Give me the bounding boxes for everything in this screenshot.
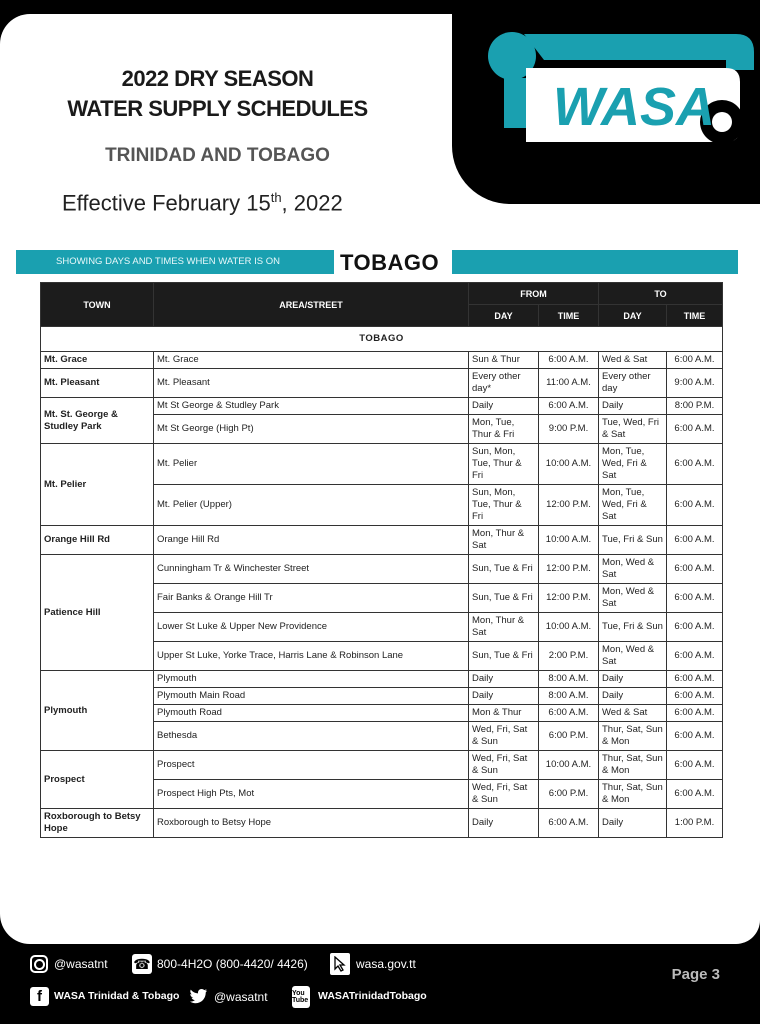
to-day-cell: Wed & Sat [599,352,667,369]
to-day-cell: Tue, Fri & Sun [599,526,667,555]
to-time-cell: 6:00 A.M. [667,352,723,369]
to-day-cell: Daily [599,688,667,705]
to-day-cell: Mon, Tue, Wed, Fri & Sat [599,485,667,526]
from-day-cell: Sun, Mon, Tue, Thur & Fri [469,444,539,485]
table-row [41,671,723,688]
to-day-cell: Tue, Wed, Fri & Sat [599,415,667,444]
to-time-cell: 6:00 A.M. [667,485,723,526]
area-cell: Upper St Luke, Yorke Trace, Harris Lane & Robinson Lane [154,642,469,671]
twitter-handle[interactable]: @wasatnt [214,990,268,1004]
to-day-cell: Mon, Wed & Sat [599,555,667,584]
to-time-cell: 6:00 A.M. [667,415,723,444]
town-cell: Roxborough to Betsy Hope [41,809,154,838]
area-cell: Plymouth Road [154,705,469,722]
twitter-icon[interactable] [190,988,208,1004]
table-row [41,444,723,485]
from-day-cell: Sun, Tue & Fri [469,642,539,671]
website-link[interactable]: wasa.gov.tt [356,957,416,971]
area-cell: Roxborough to Betsy Hope [154,809,469,838]
from-time-cell: 12:00 P.M. [539,555,599,584]
town-cell: Prospect [41,751,154,809]
table-row [41,809,723,838]
band-note: SHOWING DAYS AND TIMES WHEN WATER IS ON [16,250,334,274]
region-heading: TOBAGO [41,327,723,352]
to-time-cell: 6:00 A.M. [667,671,723,688]
phone-number[interactable]: 800-4H2O (800-4420/ 4426) [157,957,308,971]
band-accent [452,250,738,274]
area-cell: Mt St George & Studley Park [154,398,469,415]
area-cell: Prospect High Pts, Mot [154,780,469,809]
to-day-cell: Mon, Tue, Wed, Fri & Sat [599,444,667,485]
to-day-cell: Thur, Sat, Sun & Mon [599,751,667,780]
town-cell: Orange Hill Rd [41,526,154,555]
from-time-cell: 10:00 A.M. [539,751,599,780]
from-time-cell: 6:00 P.M. [539,722,599,751]
from-day-cell: Mon, Thur & Sat [469,613,539,642]
from-time-cell: 10:00 A.M. [539,526,599,555]
header-from: FROM [469,283,599,305]
from-time-cell: 10:00 A.M. [539,613,599,642]
from-day-cell: Mon & Thur [469,705,539,722]
from-time-cell: 6:00 A.M. [539,809,599,838]
to-time-cell: 6:00 A.M. [667,780,723,809]
instagram-handle[interactable]: @wasatnt [54,957,108,971]
from-time-cell: 6:00 A.M. [539,398,599,415]
from-time-cell: 8:00 A.M. [539,671,599,688]
from-day-cell: Mon, Thur & Sat [469,526,539,555]
from-day-cell: Every other day* [469,369,539,398]
town-cell: Plymouth [41,671,154,751]
to-time-cell: 6:00 A.M. [667,584,723,613]
from-time-cell: 6:00 P.M. [539,780,599,809]
youtube-channel[interactable]: WASATrinidadTobago [318,990,427,1002]
town-cell: Mt. Grace [41,352,154,369]
page-number: Page 3 [671,966,720,983]
to-time-cell: 6:00 A.M. [667,751,723,780]
to-time-cell: 6:00 A.M. [667,613,723,642]
from-day-cell: Daily [469,688,539,705]
area-cell: Plymouth [154,671,469,688]
page-title-line1: 2022 DRY SEASON [121,66,314,91]
wasa-logo [464,10,760,170]
header-town: TOWN [41,283,154,327]
from-time-cell: 10:00 A.M. [539,444,599,485]
to-time-cell: 6:00 A.M. [667,444,723,485]
from-time-cell: 6:00 A.M. [539,705,599,722]
page-title-line2: WATER SUPPLY SCHEDULES [67,96,368,121]
area-cell: Mt. Grace [154,352,469,369]
area-cell: Plymouth Main Road [154,688,469,705]
effective-date: Effective February 15th, 2022 [62,190,343,216]
facebook-icon[interactable]: f [30,987,49,1006]
header-from-time: TIME [539,305,599,327]
from-time-cell: 8:00 A.M. [539,688,599,705]
to-day-cell: Tue, Fri & Sun [599,613,667,642]
to-time-cell: 6:00 A.M. [667,642,723,671]
to-time-cell: 8:00 P.M. [667,398,723,415]
town-cell: Mt. Pelier [41,444,154,526]
area-cell: Orange Hill Rd [154,526,469,555]
table-row [41,751,723,780]
table-row [41,398,723,415]
to-day-cell: Daily [599,398,667,415]
area-cell: Lower St Luke & Upper New Providence [154,613,469,642]
from-day-cell: Wed, Fri, Sat & Sun [469,751,539,780]
from-day-cell: Sun, Tue & Fri [469,555,539,584]
to-day-cell: Wed & Sat [599,705,667,722]
from-day-cell: Wed, Fri, Sat & Sun [469,722,539,751]
area-cell: Prospect [154,751,469,780]
area-cell: Fair Banks & Orange Hill Tr [154,584,469,613]
from-time-cell: 6:00 A.M. [539,352,599,369]
table-row [41,369,723,398]
from-day-cell: Wed, Fri, Sat & Sun [469,780,539,809]
from-day-cell: Sun & Thur [469,352,539,369]
to-day-cell: Thur, Sat, Sun & Mon [599,780,667,809]
to-day-cell: Daily [599,671,667,688]
town-cell: Mt. St. George & Studley Park [41,398,154,444]
table-row [41,526,723,555]
from-day-cell: Daily [469,809,539,838]
area-cell: Cunningham Tr & Winchester Street [154,555,469,584]
facebook-page[interactable]: WASA Trinidad & Tobago [54,990,180,1002]
logo-panel [452,0,760,204]
header-to: TO [599,283,723,305]
to-day-cell: Mon, Wed & Sat [599,642,667,671]
to-time-cell: 6:00 A.M. [667,555,723,584]
header-to-day: DAY [599,305,667,327]
to-day-cell: Daily [599,809,667,838]
to-day-cell: Thur, Sat, Sun & Mon [599,722,667,751]
area-cell: Bethesda [154,722,469,751]
to-time-cell: 6:00 A.M. [667,688,723,705]
band-title: TOBAGO [340,250,440,275]
to-day-cell: Every other day [599,369,667,398]
to-day-cell: Mon, Wed & Sat [599,584,667,613]
area-cell: Mt. Pleasant [154,369,469,398]
cursor-icon [330,953,350,975]
to-time-cell: 6:00 A.M. [667,526,723,555]
from-day-cell: Mon, Tue, Thur & Fri [469,415,539,444]
to-time-cell: 6:00 A.M. [667,722,723,751]
from-day-cell: Daily [469,671,539,688]
area-cell: Mt. Pelier [154,444,469,485]
schedule-table [40,282,723,838]
to-time-cell: 6:00 A.M. [667,705,723,722]
from-day-cell: Daily [469,398,539,415]
from-time-cell: 12:00 P.M. [539,584,599,613]
town-cell: Mt. Pleasant [41,369,154,398]
from-time-cell: 12:00 P.M. [539,485,599,526]
page-subtitle: TRINIDAD AND TOBAGO [105,145,330,166]
table-row [41,555,723,584]
header-from-day: DAY [469,305,539,327]
to-time-cell: 1:00 P.M. [667,809,723,838]
from-time-cell: 2:00 P.M. [539,642,599,671]
instagram-icon[interactable] [30,955,48,973]
from-day-cell: Sun, Mon, Tue, Thur & Fri [469,485,539,526]
header-area: AREA/STREET [154,283,469,327]
phone-icon: ☎ [132,954,152,974]
from-day-cell: Sun, Tue & Fri [469,584,539,613]
from-time-cell: 9:00 P.M. [539,415,599,444]
header-to-time: TIME [667,305,723,327]
town-cell: Patience Hill [41,555,154,671]
table-row [41,352,723,369]
area-cell: Mt St George (High Pt) [154,415,469,444]
area-cell: Mt. Pelier (Upper) [154,485,469,526]
logo-text: WASA [553,77,715,137]
youtube-icon[interactable]: You Tube [292,986,310,1008]
from-time-cell: 11:00 A.M. [539,369,599,398]
to-time-cell: 9:00 A.M. [667,369,723,398]
